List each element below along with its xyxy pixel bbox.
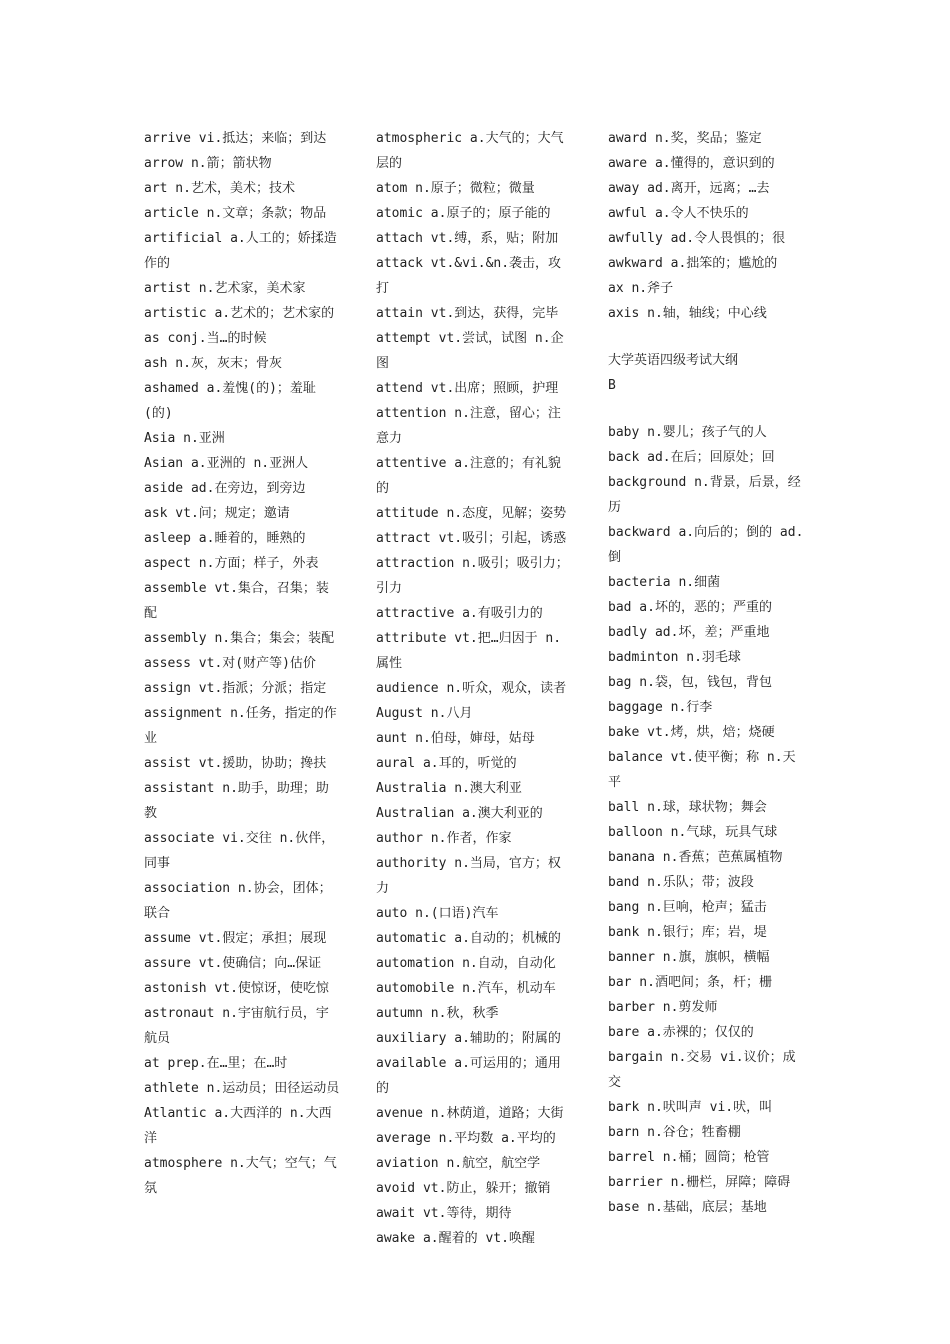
vocab-entry: barrier n.栅栏，屏障；障碍 bbox=[608, 1175, 791, 1190]
vocab-entry: assembly n.集合；集会；装配 bbox=[144, 631, 335, 646]
vocab-entry: arrive vi.抵达；来临；到达 bbox=[144, 131, 327, 146]
vocab-entry: assist vt.援助，协助；搀扶 bbox=[144, 756, 327, 771]
vocab-entry: attractive a.有吸引力的 bbox=[376, 606, 543, 621]
section-letter: B bbox=[608, 378, 616, 393]
vocab-entry: awkward a.拙笨的；尴尬的 bbox=[608, 256, 778, 271]
vocab-entry: aside ad.在旁边，到旁边 bbox=[144, 481, 306, 496]
vocab-entry: athlete n.运动员；田径运动员 bbox=[144, 1081, 340, 1096]
vocab-entry: automobile n.汽车，机动车 bbox=[376, 981, 556, 996]
vocab-entry: avenue n.林荫道，道路；大街 bbox=[376, 1106, 564, 1121]
vocab-entry: bad a.坏的，恶的；严重的 bbox=[608, 600, 772, 615]
vocab-entry: Asian a.亚洲的 n.亚洲人 bbox=[144, 456, 309, 471]
section-title: 大学英语四级考试大纲 bbox=[608, 353, 739, 368]
vocab-entry: average n.平均数 a.平均的 bbox=[376, 1131, 556, 1146]
vocab-entry: await vt.等待，期待 bbox=[376, 1206, 512, 1221]
vocab-entry: attitude n.态度，见解；姿势 bbox=[376, 506, 567, 521]
vocab-entry: automatic a.自动的；机械的 bbox=[376, 931, 561, 946]
column-2 bbox=[376, 126, 572, 1251]
column-3 bbox=[608, 126, 804, 1220]
column-3-entries-top bbox=[608, 126, 804, 326]
spacer bbox=[608, 398, 804, 420]
vocab-entry: awake a.醒着的 vt.唤醒 bbox=[376, 1231, 535, 1246]
vocab-entry: attach vt.缚，系，贴；附加 bbox=[376, 231, 559, 246]
vocab-entry: artificial a.人工的；娇揉造作的 bbox=[144, 231, 337, 271]
vocab-entry: aural a.耳的，听觉的 bbox=[376, 756, 517, 771]
vocab-entry: as conj.当…的时候 bbox=[144, 331, 267, 346]
vocab-entry: auto n.(口语)汽车 bbox=[376, 906, 499, 921]
vocab-entry: barn n.谷仓；牲畜棚 bbox=[608, 1125, 741, 1140]
column-3-entries-bottom bbox=[608, 420, 804, 1220]
vocab-entry: association n.协会，团体；联合 bbox=[144, 881, 332, 921]
vocab-entry: aviation n.航空，航空学 bbox=[376, 1156, 541, 1171]
vocab-entry: asleep a.睡着的，睡熟的 bbox=[144, 531, 306, 546]
vocab-entry: axis n.轴，轴线；中心线 bbox=[608, 306, 767, 321]
vocab-entry: ball n.球，球状物；舞会 bbox=[608, 800, 767, 815]
vocab-entry: art n.艺术，美术；技术 bbox=[144, 181, 295, 196]
vocab-entry: at prep.在…里；在…时 bbox=[144, 1056, 288, 1071]
vocab-entry: baggage n.行李 bbox=[608, 700, 713, 715]
vocab-entry: August n.八月 bbox=[376, 706, 473, 721]
vocab-entry: bargain n.交易 vi.议价；成交 bbox=[608, 1050, 796, 1090]
vocab-entry: attentive a.注意的；有礼貌的 bbox=[376, 456, 561, 496]
vocab-entry: astonish vt.使惊讶，使吃惊 bbox=[144, 981, 329, 996]
vocab-entry: attempt vt.尝试，试图 n.企图 bbox=[376, 331, 564, 371]
vocab-entry: atmospheric a.大气的；大气层的 bbox=[376, 131, 564, 171]
vocab-entry: ash n.灰，灰末；骨灰 bbox=[144, 356, 282, 371]
vocab-entry: attraction n.吸引；吸引力；引力 bbox=[376, 556, 569, 596]
vocab-entry: Australia n.澳大利亚 bbox=[376, 781, 522, 796]
vocab-entry: assign vt.指派；分派；指定 bbox=[144, 681, 327, 696]
vocab-entry: aspect n.方面；样子，外表 bbox=[144, 556, 319, 571]
vocab-entry: bang n.巨响，枪声；猛击 bbox=[608, 900, 767, 915]
vocab-entry: aunt n.伯母，婶母，姑母 bbox=[376, 731, 535, 746]
vocab-entry: backward a.向后的；倒的 ad.倒 bbox=[608, 525, 804, 565]
vocab-entry: bacteria n.细菌 bbox=[608, 575, 721, 590]
vocab-entry: back ad.在后；回原处；回 bbox=[608, 450, 775, 465]
vocab-entry: available a.可运用的；通用的 bbox=[376, 1056, 561, 1096]
vocab-entry: bank n.银行；库；岩，堤 bbox=[608, 925, 767, 940]
column-1 bbox=[144, 126, 340, 1201]
vocab-entry: auxiliary a.辅助的；附属的 bbox=[376, 1031, 561, 1046]
vocab-entry: bark n.吠叫声 vi.吠，叫 bbox=[608, 1100, 773, 1115]
vocab-entry: assistant n.助手，助理；助教 bbox=[144, 781, 329, 821]
vocab-entry: banner n.旗，旗帜，横幅 bbox=[608, 950, 770, 965]
vocab-entry: ax n.斧子 bbox=[608, 281, 674, 296]
vocab-entry: autumn n.秋，秋季 bbox=[376, 1006, 499, 1021]
vocab-entry: avoid vt.防止，躲开；撤销 bbox=[376, 1181, 551, 1196]
vocab-entry: attack vt.&vi.&n.袭击，攻打 bbox=[376, 256, 562, 296]
vocab-entry: ask vt.问；规定；邀请 bbox=[144, 506, 290, 521]
vocab-entry: bag n.袋，包，钱包，背包 bbox=[608, 675, 772, 690]
vocab-entry: away ad.离开，远离；…去 bbox=[608, 181, 770, 196]
vocab-entry: award n.奖，奖品；鉴定 bbox=[608, 131, 762, 146]
vocab-entry: attract vt.吸引；引起，诱惑 bbox=[376, 531, 567, 546]
vocab-entry: barrel n.桶；圆筒；枪管 bbox=[608, 1150, 770, 1165]
vocab-entry: artist n.艺术家，美术家 bbox=[144, 281, 306, 296]
vocab-entry: associate vi.交往 n.伙伴，同事 bbox=[144, 831, 335, 871]
vocab-entry: bar n.酒吧间；条，杆；栅 bbox=[608, 975, 772, 990]
vocab-entry: assure vt.使确信；向…保证 bbox=[144, 956, 322, 971]
vocab-entry: base n.基础，底层；基地 bbox=[608, 1200, 767, 1215]
vocab-entry: attribute vt.把…归因于 n.属性 bbox=[376, 631, 562, 671]
vocab-entry: balloon n.气球，玩具气球 bbox=[608, 825, 778, 840]
vocab-entry: aware a.懂得的，意识到的 bbox=[608, 156, 775, 171]
spacer bbox=[608, 326, 804, 348]
vocab-entry: attend vt.出席；照顾，护理 bbox=[376, 381, 559, 396]
vocab-entry: background n.背景，后景，经历 bbox=[608, 475, 801, 515]
vocab-entry: Atlantic a.大西洋的 n.大西洋 bbox=[144, 1106, 332, 1146]
vocab-entry: awful a.令人不快乐的 bbox=[608, 206, 749, 221]
vocab-entry: atmosphere n.大气；空气；气氛 bbox=[144, 1156, 337, 1196]
vocab-entry: ashamed a.羞愧(的)；羞耻(的) bbox=[144, 381, 316, 421]
vocab-entry: atomic a.原子的；原子能的 bbox=[376, 206, 551, 221]
vocab-entry: banana n.香蕉；芭蕉属植物 bbox=[608, 850, 783, 865]
vocab-entry: artistic a.艺术的；艺术家的 bbox=[144, 306, 335, 321]
vocab-entry: audience n.听众，观众，读者 bbox=[376, 681, 567, 696]
vocab-entry: assemble vt.集合，召集；装配 bbox=[144, 581, 329, 621]
vocab-entry: awfully ad.令人畏惧的；很 bbox=[608, 231, 786, 246]
vocab-entry: assignment n.任务，指定的作业 bbox=[144, 706, 337, 746]
vocab-entry: assess vt.对(财产等)估价 bbox=[144, 656, 316, 671]
vocab-entry: baby n.婴儿；孩子气的人 bbox=[608, 425, 767, 440]
vocab-entry: badminton n.羽毛球 bbox=[608, 650, 741, 665]
vocab-entry: balance vt.使平衡；称 n.天平 bbox=[608, 750, 796, 790]
vocab-entry: Australian a.澳大利亚的 bbox=[376, 806, 543, 821]
vocab-entry: article n.文章；条款；物品 bbox=[144, 206, 327, 221]
vocab-entry: barber n.剪发师 bbox=[608, 1000, 718, 1015]
vocab-entry: band n.乐队；带；波段 bbox=[608, 875, 754, 890]
vocab-entry: bake vt.烤，烘，焙；烧硬 bbox=[608, 725, 775, 740]
vocab-entry: bare a.赤裸的；仅仅的 bbox=[608, 1025, 754, 1040]
vocab-entry: automation n.自动，自动化 bbox=[376, 956, 556, 971]
vocab-entry: atom n.原子；微粒；微量 bbox=[376, 181, 535, 196]
vocab-entry: attention n.注意，留心；注意力 bbox=[376, 406, 561, 446]
vocab-entry: astronaut n.宇宙航行员，宇航员 bbox=[144, 1006, 329, 1046]
vocab-entry: Asia n.亚洲 bbox=[144, 431, 225, 446]
vocab-entry: arrow n.箭；箭状物 bbox=[144, 156, 272, 171]
vocab-entry: assume vt.假定；承担；展现 bbox=[144, 931, 327, 946]
vocab-entry: authority n.当局，官方；权力 bbox=[376, 856, 561, 896]
vocab-entry: badly ad.坏，差；严重地 bbox=[608, 625, 770, 640]
vocab-entry: attain vt.到达，获得，完毕 bbox=[376, 306, 559, 321]
vocab-entry: author n.作者，作家 bbox=[376, 831, 512, 846]
